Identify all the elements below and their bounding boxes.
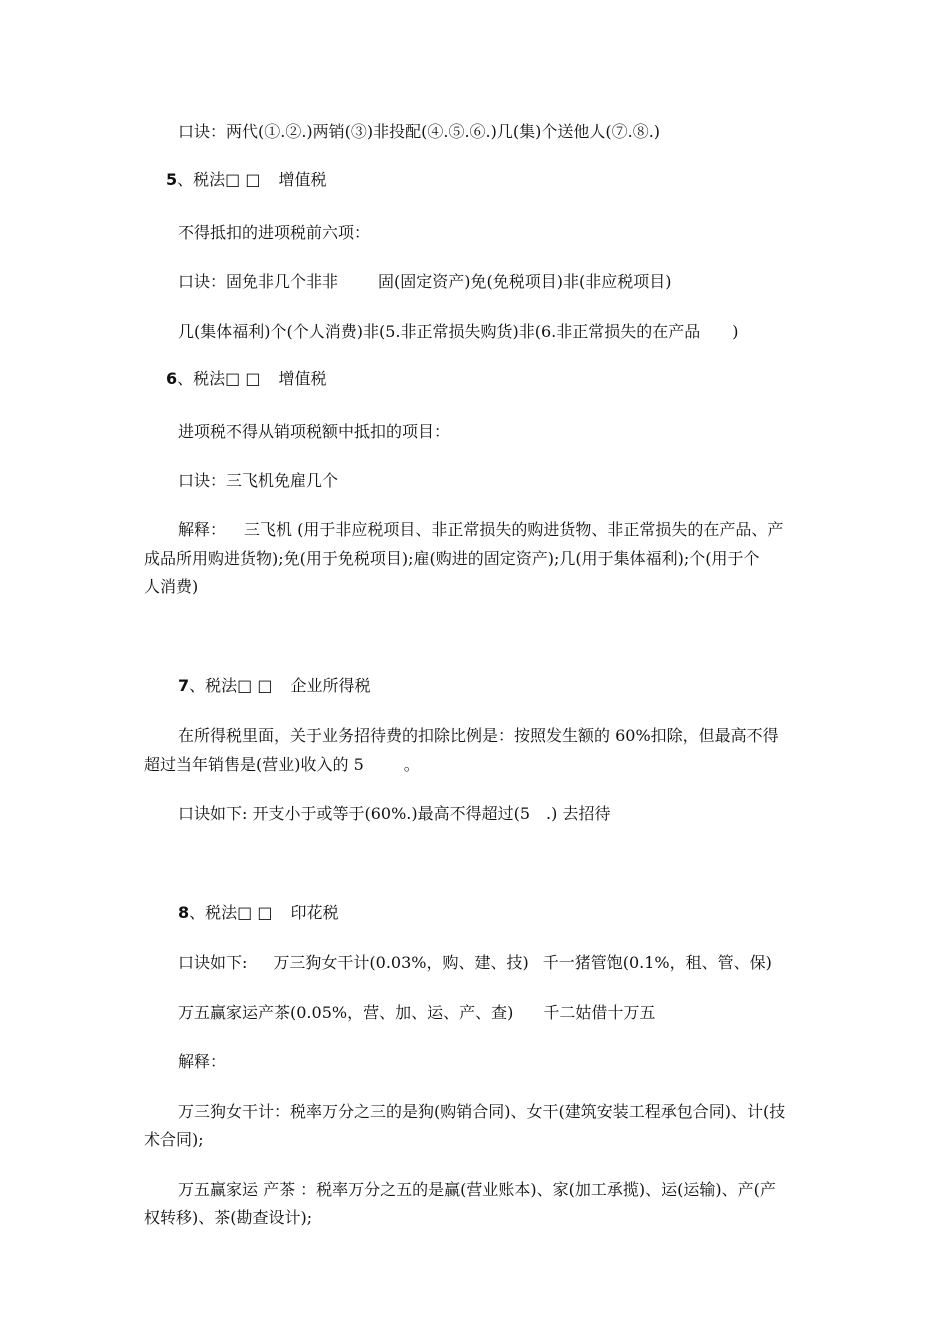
mnemonic-text: 口诀：固免非几个非非 <box>178 272 339 291</box>
paragraph-continuation: 成品所用购进货物);免(用于免税项目);雇(购进的固定资产);几(用于集体福利);个(用于个 <box>144 549 760 568</box>
text-span: 三飞机 (用于非应税项目、非正常损失的购进货物、非正常损失的在产品、产 <box>244 520 784 539</box>
text-span: 口诀如下: 开支小于或等于(60%.)最高不得超过(5 <box>178 804 531 823</box>
section-number: 5 <box>166 170 178 189</box>
text-span: .) 去招待 <box>546 804 611 823</box>
text-span: 超过当年销售是(营业)收入的 5 <box>144 755 364 774</box>
section-heading-7 <box>178 676 370 696</box>
paragraph: 进项税不得从销项税额中抵扣的项目： <box>178 422 451 441</box>
paragraph <box>178 520 783 540</box>
paragraph <box>178 322 738 342</box>
text-span: 万五赢家运产茶(0.05%，营、加、运、产、查) <box>178 1003 514 1022</box>
text-span: 几(集体福利)个(个人消费)非(5.非正常损失购货)非(6.非正常损失的在产品 <box>178 322 701 341</box>
paragraph-continuation: 术合同); <box>144 1130 204 1149</box>
paragraph: 在所得税里面，关于业务招待费的扣除比例是：按照发生额的 60%扣除，但最高不得 <box>178 726 779 745</box>
mnemonic-line: 口诀：两代(①.②.)两销(③)非投配(④.⑤.⑥.)几(集)个送他人(⑦.⑧.) <box>178 122 661 141</box>
section-label: 、税法□ □ <box>189 676 273 695</box>
mnemonic-line <box>178 1003 655 1023</box>
paragraph: 万三狗女干计：税率万分之三的是狗(购销合同)、女干(建筑安装工程承包合同)、计(技 <box>178 1102 786 1121</box>
text-span: 千一猪管饱(0.1%，租、管、保) <box>542 953 772 972</box>
section-label: 、税法□ □ <box>177 369 261 388</box>
section-number: 6 <box>166 369 178 388</box>
paragraph-continuation: 权转移)、茶(勘查设计); <box>144 1208 313 1227</box>
text-span: 口诀如下: <box>178 953 248 972</box>
mnemonic-line: 口诀：三飞机免雇几个 <box>178 471 339 490</box>
section-topic: 增值税 <box>278 369 327 388</box>
text-span: ) <box>732 322 739 341</box>
section-topic: 增值税 <box>278 170 327 189</box>
paragraph-continuation <box>144 755 420 775</box>
section-number: 8 <box>178 903 190 922</box>
paragraph: 解释： <box>178 1052 227 1071</box>
paragraph: 万五赢家运 产茶 ：税率万分之五的是赢(营业账本)、家(加工承揽)、运(运输)、产(产 <box>178 1180 776 1199</box>
text-span: 万三狗女干计(0.03%，购、建、技) <box>273 953 529 972</box>
section-topic: 企业所得税 <box>290 676 371 695</box>
section-heading-5 <box>166 170 326 190</box>
mnemonic-line <box>178 272 671 292</box>
mnemonic-line <box>178 953 772 973</box>
paragraph-continuation: 人消费) <box>144 577 199 596</box>
section-heading-8 <box>178 903 338 923</box>
section-topic: 印花税 <box>290 903 339 922</box>
section-heading-6 <box>166 369 326 389</box>
text-span: 千二姑借十万五 <box>543 1003 656 1022</box>
mnemonic-explanation: 固(固定资产)免(免税项目)非(非应税项目) <box>378 272 672 291</box>
mnemonic-line <box>178 804 610 824</box>
text-span: 。 <box>403 755 420 774</box>
text-span: 解释： <box>178 520 227 539</box>
paragraph: 不得抵扣的进项税前六项： <box>178 223 371 242</box>
section-number: 7 <box>178 676 190 695</box>
section-label: 、税法□ □ <box>189 903 273 922</box>
section-label: 、税法□ □ <box>177 170 261 189</box>
